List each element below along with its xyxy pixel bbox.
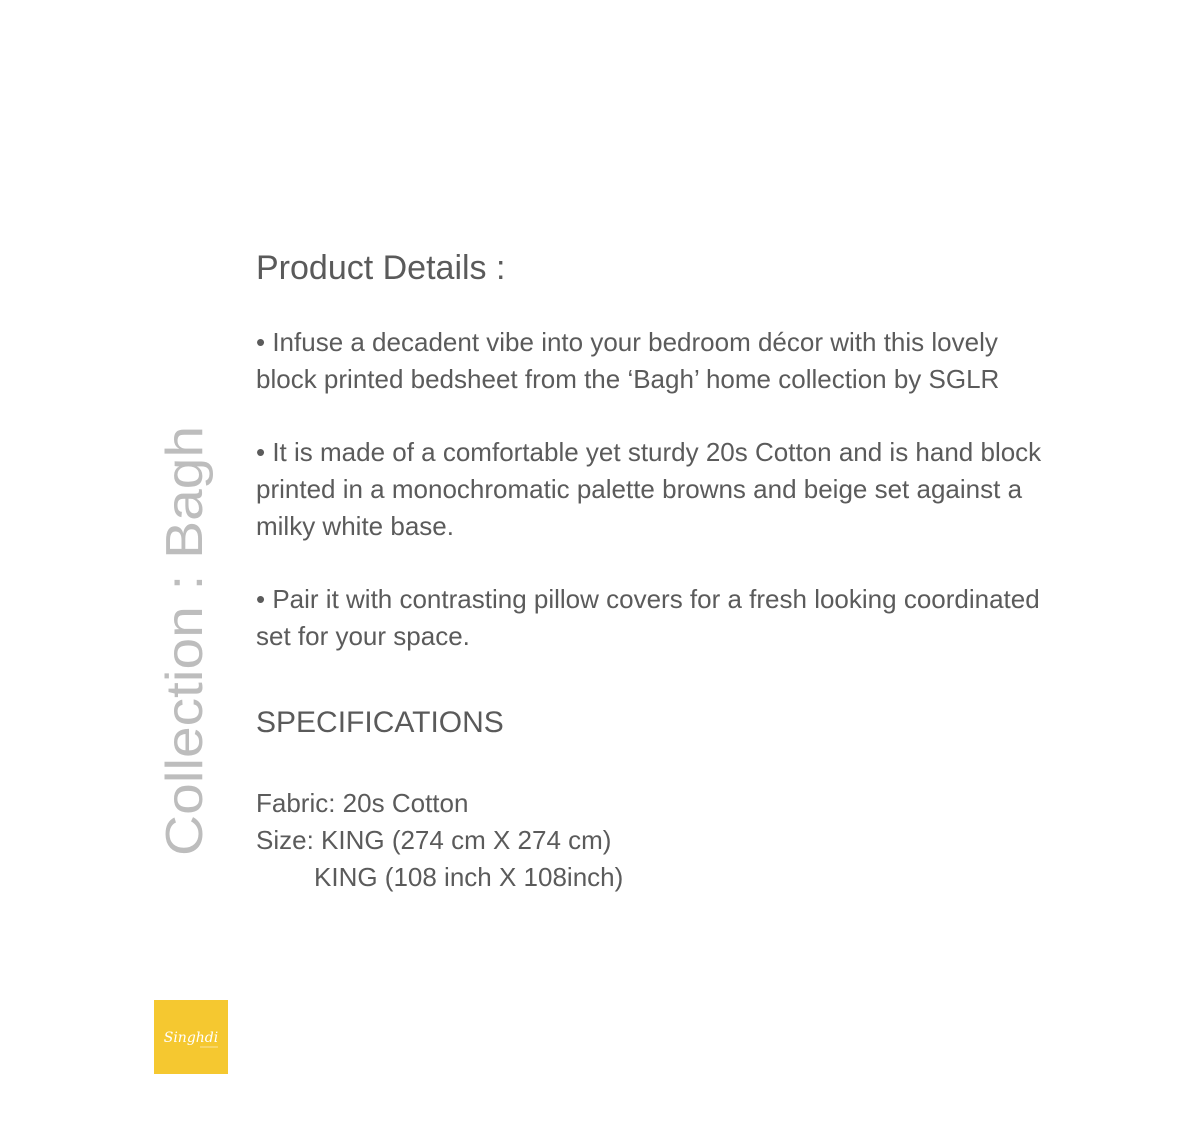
- bullet-line: • Infuse a decadent vibe into your bedroom décor with this lovely: [256, 327, 998, 357]
- bullet-pillow-covers: [256, 581, 1156, 655]
- spec-size-inch: KING (108 inch X 108inch): [314, 862, 624, 892]
- collection-label-text: Collection : Bagh: [156, 462, 214, 856]
- bullet-fabric-description: [256, 434, 1156, 545]
- product-details: [256, 246, 1156, 896]
- bullet-line: • It is made of a comfortable yet sturdy 20s Cotton and is hand block: [256, 437, 1042, 467]
- bullet-decadent-vibe: [256, 324, 1156, 398]
- bullet-line: milky white base.: [256, 511, 454, 541]
- product-details-heading: Product Details :: [256, 249, 506, 287]
- spec-size-cm: Size: KING (274 cm X 274 cm): [256, 825, 612, 855]
- bullet-line: block printed bedsheet from the ‘Bagh’ home collection by SGLR: [256, 364, 1000, 394]
- brand-logo: [154, 1000, 228, 1074]
- specifications-list: [256, 785, 1156, 896]
- bullet-line: set for your space.: [256, 621, 470, 651]
- brand-logo-text: Singhdi: [163, 1030, 219, 1046]
- spec-fabric: Fabric: 20s Cotton: [256, 788, 469, 818]
- collection-label: [156, 424, 214, 856]
- bullet-line: printed in a monochromatic palette browns and beige set against a: [256, 474, 1023, 504]
- specifications-heading: SPECIFICATIONS: [256, 706, 504, 739]
- bullet-line: • Pair it with contrasting pillow covers for a fresh looking coordinated: [256, 584, 1040, 614]
